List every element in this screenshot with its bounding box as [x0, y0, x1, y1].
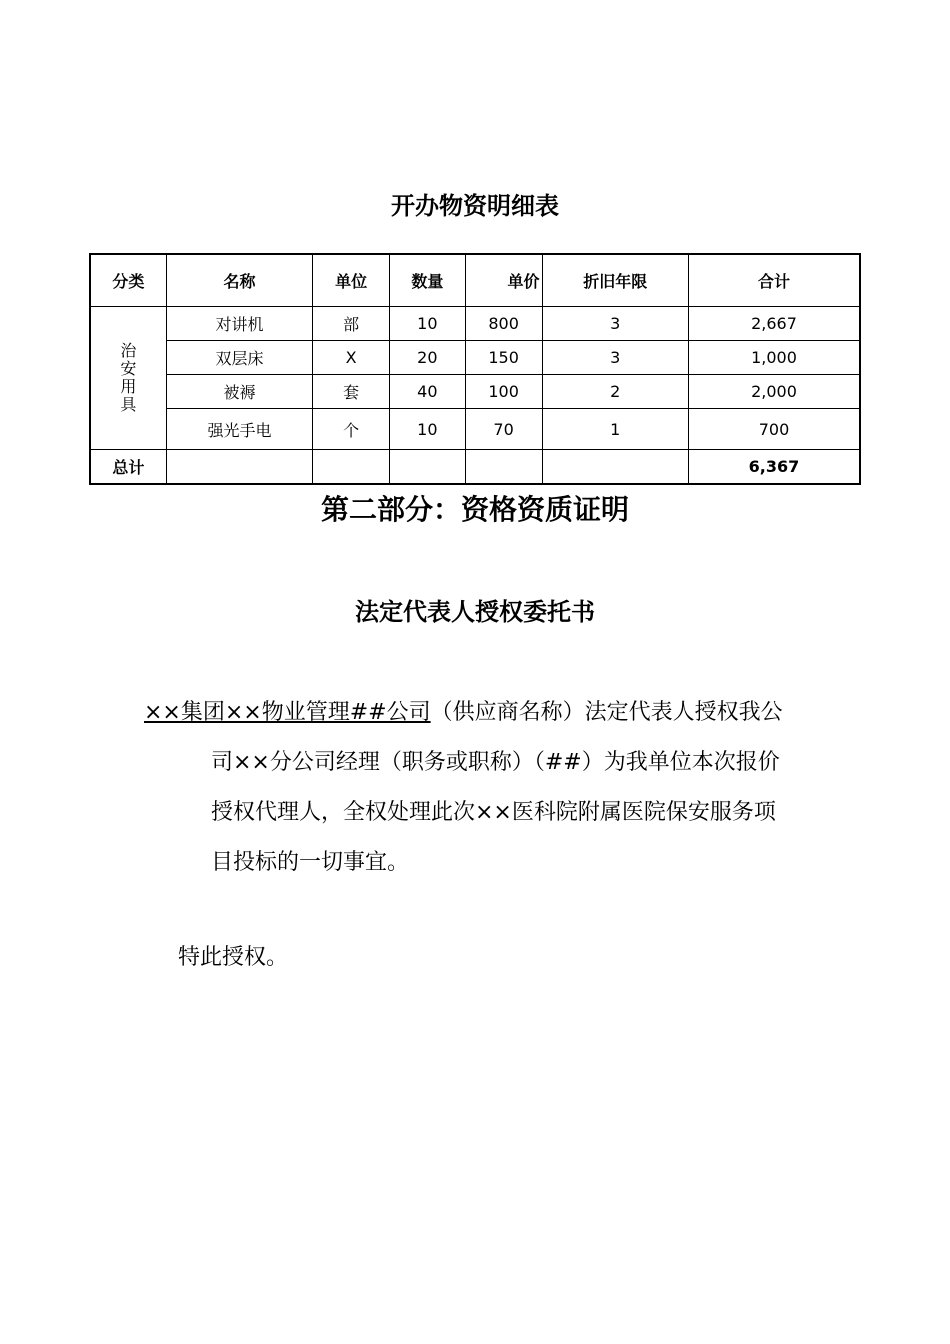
item-price: 800: [465, 307, 542, 341]
table-row: [90, 341, 860, 375]
section-heading: 第二部分：资格资质证明: [320, 493, 629, 526]
supplier-name: ××集团××物业管理##公司: [144, 700, 431, 725]
empty-cell: [313, 450, 390, 485]
item-years: 1: [542, 409, 688, 450]
item-quantity: 20: [389, 341, 465, 375]
item-total: 700: [688, 409, 860, 450]
item-name: 双层床: [166, 341, 312, 375]
item-name: 对讲机: [166, 307, 312, 341]
letter-line-1-rest: （供应商名称）法定代表人授权我公: [430, 700, 783, 725]
item-price: 70: [465, 409, 542, 450]
letter-line-4: 目投标的一切事宜。: [211, 850, 410, 875]
empty-cell: [465, 450, 542, 485]
table-total-row: [90, 450, 860, 485]
item-price: 100: [465, 375, 542, 409]
empty-cell: [542, 450, 688, 485]
item-quantity: 10: [389, 409, 465, 450]
header-quantity: 数量: [389, 254, 465, 307]
item-quantity: 40: [389, 375, 465, 409]
item-unit: 个: [313, 409, 390, 450]
item-total: 2,000: [688, 375, 860, 409]
empty-cell: [166, 450, 312, 485]
header-category: 分类: [90, 254, 166, 307]
item-unit: 部: [313, 307, 390, 341]
item-name: 被褥: [166, 375, 312, 409]
letter-closing: 特此授权。: [178, 945, 289, 970]
supplies-table: [89, 253, 861, 485]
header-total: 合计: [688, 254, 860, 307]
letter-line-3: 授权代理人，全权处理此次××医科院附属医院保安服务项: [211, 800, 776, 825]
item-years: 3: [542, 307, 688, 341]
item-total: 2,667: [688, 307, 860, 341]
item-total: 1,000: [688, 341, 860, 375]
empty-cell: [389, 450, 465, 485]
table-title: 开办物资明细表: [391, 192, 559, 220]
letter-line-1: [144, 688, 824, 738]
header-name: 名称: [166, 254, 312, 307]
item-name: 强光手电: [166, 409, 312, 450]
category-cell: [90, 307, 166, 450]
total-value: 6,367: [688, 450, 860, 485]
header-price: 单价: [465, 254, 542, 307]
item-years: 2: [542, 375, 688, 409]
item-years: 3: [542, 341, 688, 375]
item-unit: X: [313, 341, 390, 375]
header-depreciation-years: 折旧年限: [542, 254, 688, 307]
item-unit: 套: [313, 375, 390, 409]
table-header-row: [90, 254, 860, 307]
category-label: 治安用具: [120, 341, 137, 414]
table-row: [90, 375, 860, 409]
letter-line-2: 司××分公司经理（职务或职称）（##）为我单位本次报价: [211, 750, 780, 775]
letter-title: 法定代表人授权委托书: [355, 598, 595, 626]
table-row: [90, 409, 860, 450]
header-unit: 单位: [313, 254, 390, 307]
item-quantity: 10: [389, 307, 465, 341]
letter-body: [144, 688, 824, 888]
item-price: 150: [465, 341, 542, 375]
table-row: [90, 307, 860, 341]
total-label: 总计: [90, 450, 166, 485]
